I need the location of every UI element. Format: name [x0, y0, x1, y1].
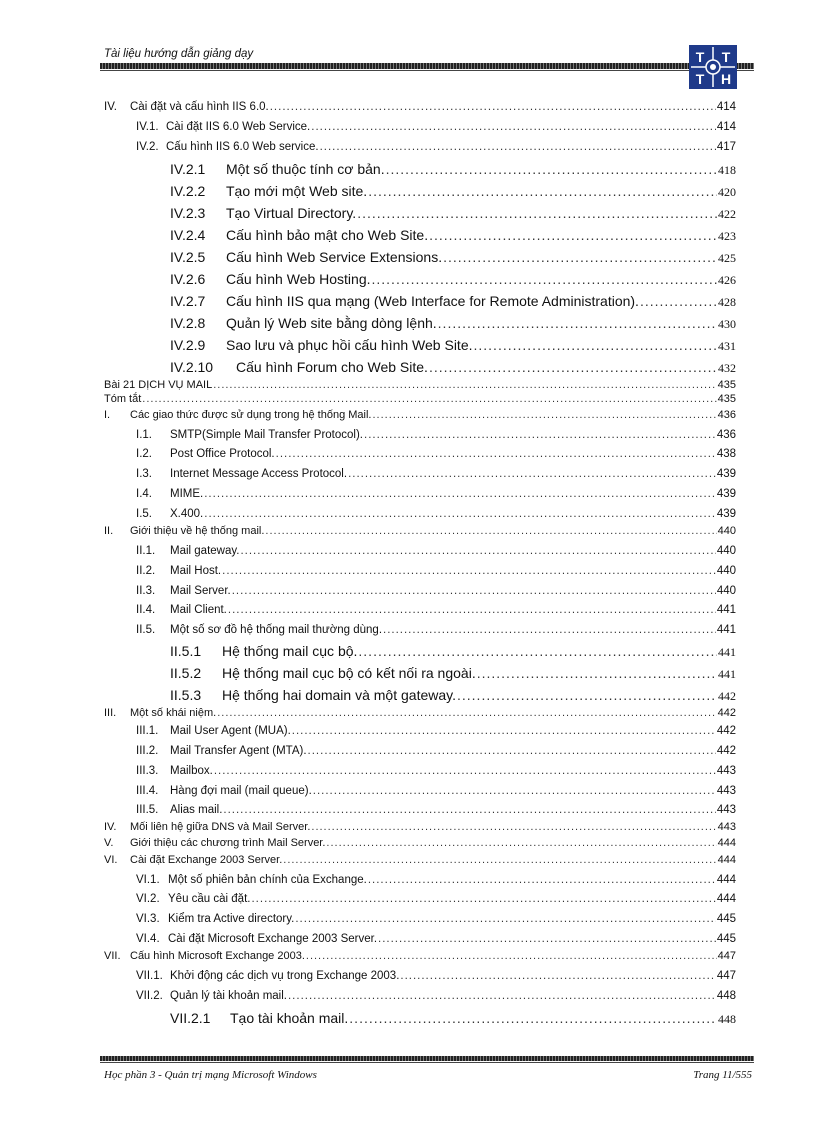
footer-course: Học phần 3 - Quản trị mạng Microsoft Windows — [104, 1069, 317, 1081]
entry-title: Quản lý tài khoản mail. — [170, 990, 287, 1002]
toc-entry[interactable] — [136, 746, 736, 758]
entry-page: 445 — [716, 913, 736, 925]
entry-page: 443 — [716, 765, 736, 777]
entry-title: Tạo mới một Web site. — [226, 183, 368, 199]
entry-number: II.3. — [136, 585, 156, 597]
toc-entry[interactable] — [136, 546, 736, 558]
entry-title: Các giao thức được sử dụng trong hệ thống Mail. — [130, 409, 372, 421]
toc-entry[interactable] — [170, 206, 736, 220]
entry-title: Post Office Protocol. — [170, 448, 275, 460]
toc-entry[interactable] — [136, 805, 736, 817]
entry-number: IV.2. — [136, 141, 159, 153]
entry-number: IV.2.7 — [170, 293, 206, 309]
toc-entry[interactable] — [104, 410, 736, 421]
entry-number: IV.1. — [136, 121, 159, 133]
entry-page: 439 — [716, 468, 736, 480]
entry-number: VII.2. — [136, 990, 163, 1002]
toc-entry[interactable] — [170, 360, 736, 374]
entry-number: IV.2.6 — [170, 271, 206, 287]
entry-page: 442 — [717, 707, 736, 719]
entry-title: Cài đặt IIS 6.0 Web Service. — [166, 121, 311, 133]
entry-number: IV.2.8 — [170, 315, 206, 331]
toc-entry[interactable] — [104, 102, 736, 114]
entry-title: Một số thuộc tính cơ bản. — [226, 161, 385, 177]
entry-number: VI. — [104, 854, 118, 866]
toc-entry[interactable] — [136, 122, 736, 134]
entry-number: IV.2.3 — [170, 205, 206, 221]
toc-entry[interactable] — [104, 380, 736, 391]
entry-title: Hệ thống hai domain và một gateway. — [222, 687, 456, 703]
entry-page: 440 — [716, 585, 736, 597]
entry-title: Alias mail. — [170, 804, 223, 816]
entry-title: Mail Host. — [170, 565, 222, 577]
entry-title: Một số phiên bản chính của Exchange. — [168, 874, 367, 886]
entry-title: MIME. — [170, 488, 204, 500]
entry-title: Mail gateway. — [170, 545, 240, 557]
entry-page: 442 — [716, 745, 736, 757]
toc-entry[interactable] — [136, 489, 736, 501]
toc-entry[interactable] — [136, 566, 736, 578]
entry-number: VI.1. — [136, 874, 160, 886]
toc-entry[interactable] — [170, 338, 736, 352]
entry-title: Mailbox. — [170, 765, 213, 777]
entry-number: III.3. — [136, 765, 159, 777]
entry-title: Mail User Agent (MUA). — [170, 725, 291, 737]
entry-page: 443 — [716, 785, 736, 797]
entry-page: 445 — [716, 933, 736, 945]
entry-number: I. — [104, 409, 111, 421]
toc-entry[interactable] — [136, 726, 736, 738]
entry-number: I.4. — [136, 488, 152, 500]
entry-page: 448 — [718, 1012, 736, 1026]
toc-entry[interactable] — [136, 430, 736, 442]
entry-title: Cấu hình bảo mật cho Web Site. — [226, 227, 429, 243]
entry-title: Kiểm tra Active directory. — [168, 913, 295, 925]
toc-entry[interactable] — [136, 786, 736, 798]
entry-title: Tạo tài khoản mail. — [230, 1010, 349, 1026]
entry-page: 441 — [716, 604, 736, 616]
entry-number: II.5.2 — [170, 665, 202, 681]
entry-title: Khởi động các dịch vụ trong Exchange 2003. — [170, 970, 400, 982]
entry-number: IV.2.5 — [170, 249, 206, 265]
entry-title: Tạo Virtual Directory. — [226, 205, 357, 221]
logo-letter: T — [721, 49, 731, 65]
toc-entry[interactable] — [136, 894, 736, 906]
entry-number: VII.1. — [136, 970, 163, 982]
footer-page-number: Trang 11/555 — [693, 1069, 752, 1081]
entry-title: Hệ thống mail cục bộ có kết nối ra ngoài. — [222, 665, 476, 681]
toc-entry[interactable] — [170, 250, 736, 264]
entry-page: 439 — [716, 488, 736, 500]
entry-page: 443 — [717, 821, 736, 833]
toc-entry[interactable] — [136, 449, 736, 461]
entry-title: Một số sơ đồ hệ thống mail thường dùng. — [170, 624, 383, 636]
entry-page: 442 — [718, 689, 736, 703]
entry-title: Bài 21 DỊCH VỤ MAIL — [104, 379, 213, 391]
toc-entry[interactable] — [136, 934, 736, 946]
toc-entry[interactable] — [104, 855, 736, 866]
entry-title: Mail Client. — [170, 604, 227, 616]
toc-entry[interactable] — [136, 625, 736, 637]
logo-letter: T — [695, 49, 705, 65]
entry-number: III.4. — [136, 785, 159, 797]
entry-title: Cài đặt Microsoft Exchange 2003 Server. — [168, 933, 378, 945]
entry-page: 430 — [718, 317, 736, 331]
entry-page: 447 — [717, 950, 736, 962]
entry-title: Sao lưu và phục hồi cấu hình Web Site. — [226, 337, 473, 353]
entry-page: 440 — [716, 565, 736, 577]
entry-page: 432 — [718, 361, 736, 375]
entry-title: Cấu hình Forum cho Web Site. — [236, 359, 428, 375]
entry-title: Cài đặt và cấu hình IIS 6.0. — [130, 101, 269, 113]
entry-number: IV. — [104, 101, 118, 113]
toc-entry[interactable] — [104, 822, 736, 833]
entry-page: 420 — [718, 185, 736, 199]
toc-entry[interactable] — [136, 875, 736, 887]
entry-title: Yêu cầu cài đặt. — [168, 893, 251, 905]
toc-entry[interactable] — [136, 509, 736, 521]
entry-number: II.5.3 — [170, 687, 202, 703]
entry-title: Cấu hình IIS qua mạng (Web Interface for Remote Administration). — [226, 293, 639, 309]
toc-entry[interactable] — [170, 294, 736, 308]
entry-number: II. — [104, 525, 114, 537]
toc-entry[interactable] — [104, 708, 736, 719]
logo-letter: T — [695, 71, 705, 87]
entry-page: 418 — [718, 163, 736, 177]
entry-number: I.3. — [136, 468, 152, 480]
entry-number: IV. — [104, 821, 117, 833]
entry-page: 414 — [716, 101, 736, 113]
entry-title: Mail Server. — [170, 585, 231, 597]
entry-number: II.4. — [136, 604, 156, 616]
toc-entry[interactable] — [170, 228, 736, 242]
footer-rule — [100, 1056, 754, 1061]
toc-entry[interactable] — [136, 914, 736, 926]
entry-page: 425 — [718, 251, 736, 265]
entry-title: Giới thiệu về hệ thống mail. — [130, 525, 265, 537]
entry-page: 442 — [716, 725, 736, 737]
entry-page: 422 — [718, 207, 736, 221]
toc-entry[interactable] — [170, 644, 736, 658]
entry-title: Mail Transfer Agent (MTA). — [170, 745, 307, 757]
entry-page: 441 — [718, 645, 736, 659]
entry-page: 441 — [718, 667, 736, 681]
toc-entry[interactable] — [136, 605, 736, 617]
entry-title: Giới thiệu các chương trình Mail Server. — [130, 837, 326, 849]
entry-title: Cấu hình Microsoft Exchange 2003. — [130, 950, 305, 962]
entry-number: VII. — [104, 950, 121, 962]
entry-page: 438 — [716, 448, 736, 460]
entry-page: 436 — [716, 429, 736, 441]
entry-number: VI.4. — [136, 933, 160, 945]
toc-entry[interactable] — [136, 991, 736, 1003]
toc-entry[interactable] — [104, 394, 736, 405]
entry-number: IV.2.2 — [170, 183, 206, 199]
logo-letter: H — [720, 71, 732, 87]
entry-title: Cấu hình IIS 6.0 Web service. — [166, 141, 319, 153]
entry-number: III.5. — [136, 804, 159, 816]
entry-page: 444 — [716, 874, 736, 886]
entry-title: Cài đặt Exchange 2003 Server. — [130, 854, 283, 866]
toc-entry[interactable] — [104, 838, 736, 849]
entry-page: 436 — [717, 409, 736, 421]
entry-page: 439 — [716, 508, 736, 520]
toc-entry[interactable] — [136, 142, 736, 154]
entry-number: II.1. — [136, 545, 156, 557]
toc-entry[interactable] — [136, 971, 736, 983]
entry-number: III. — [104, 707, 117, 719]
toc-entry[interactable] — [170, 1011, 736, 1025]
toc-entry[interactable] — [170, 666, 736, 680]
entry-page: 441 — [716, 624, 736, 636]
toc-entry[interactable] — [136, 469, 736, 481]
toc-entry[interactable] — [170, 184, 736, 198]
toc-entry[interactable] — [136, 766, 736, 778]
entry-number: II.5.1 — [170, 643, 202, 659]
footer-rule-thin — [100, 1062, 754, 1063]
entry-title: Mối liên hệ giữa DNS và Mail Server. — [130, 821, 311, 833]
entry-page: 417 — [716, 141, 736, 153]
entry-page: 440 — [717, 525, 736, 537]
entry-page: 444 — [716, 893, 736, 905]
entry-number: III.1. — [136, 725, 159, 737]
entry-title: Hàng đợi mail (mail queue). — [170, 785, 312, 797]
entry-number: VI.3. — [136, 913, 160, 925]
entry-title: Một số khái niệm. — [130, 707, 217, 719]
entry-number: II.5. — [136, 624, 156, 636]
entry-number: I.5. — [136, 508, 152, 520]
entry-number: I.1. — [136, 429, 152, 441]
entry-page: 447 — [716, 970, 736, 982]
entry-number: IV.2.9 — [170, 337, 206, 353]
toc-entry[interactable] — [170, 316, 736, 330]
entry-page: 426 — [718, 273, 736, 287]
entry-title: Internet Message Access Protocol. — [170, 468, 348, 480]
entry-title: Cấu hình Web Hosting. — [226, 271, 371, 287]
toc-entry[interactable] — [136, 586, 736, 598]
entry-number: V. — [104, 837, 114, 849]
entry-page: 435 — [717, 393, 736, 405]
entry-number: VI.2. — [136, 893, 160, 905]
entry-title: Hệ thống mail cục bộ. — [222, 643, 358, 659]
entry-page: 444 — [717, 854, 736, 866]
toc-entry[interactable] — [170, 272, 736, 286]
entry-page: 443 — [716, 804, 736, 816]
entry-page: 414 — [716, 121, 736, 133]
entry-number: IV.2.1 — [170, 161, 206, 177]
toc-entry[interactable] — [170, 162, 736, 176]
entry-title: Cấu hình Web Service Extensions. — [226, 249, 443, 265]
entry-number: III.2. — [136, 745, 159, 757]
entry-page: 444 — [717, 837, 736, 849]
entry-page: 428 — [718, 295, 736, 309]
entry-title: Quản lý Web site bằng dòng lệnh. — [226, 315, 437, 331]
toc-entry[interactable] — [104, 526, 736, 537]
entry-page: 435 — [717, 379, 736, 391]
entry-page: 431 — [718, 339, 736, 353]
header-title: Tài liệu hướng dẫn giảng dạy — [104, 48, 254, 60]
entry-number: II.2. — [136, 565, 156, 577]
entry-number: I.2. — [136, 448, 152, 460]
toc-entry[interactable] — [104, 951, 736, 962]
entry-title: X.400. — [170, 508, 204, 520]
entry-page: 440 — [716, 545, 736, 557]
toc-entry[interactable] — [170, 688, 736, 702]
entry-number: IV.2.4 — [170, 227, 206, 243]
entry-title: Tóm tắt — [104, 393, 142, 405]
entry-page: 423 — [718, 229, 736, 243]
entry-title: SMTP(Simple Mail Transfer Protocol). — [170, 429, 363, 441]
entry-page: 448 — [716, 990, 736, 1002]
entry-number: IV.2.10 — [170, 359, 214, 375]
entry-number: VII.2.1 — [170, 1010, 211, 1026]
